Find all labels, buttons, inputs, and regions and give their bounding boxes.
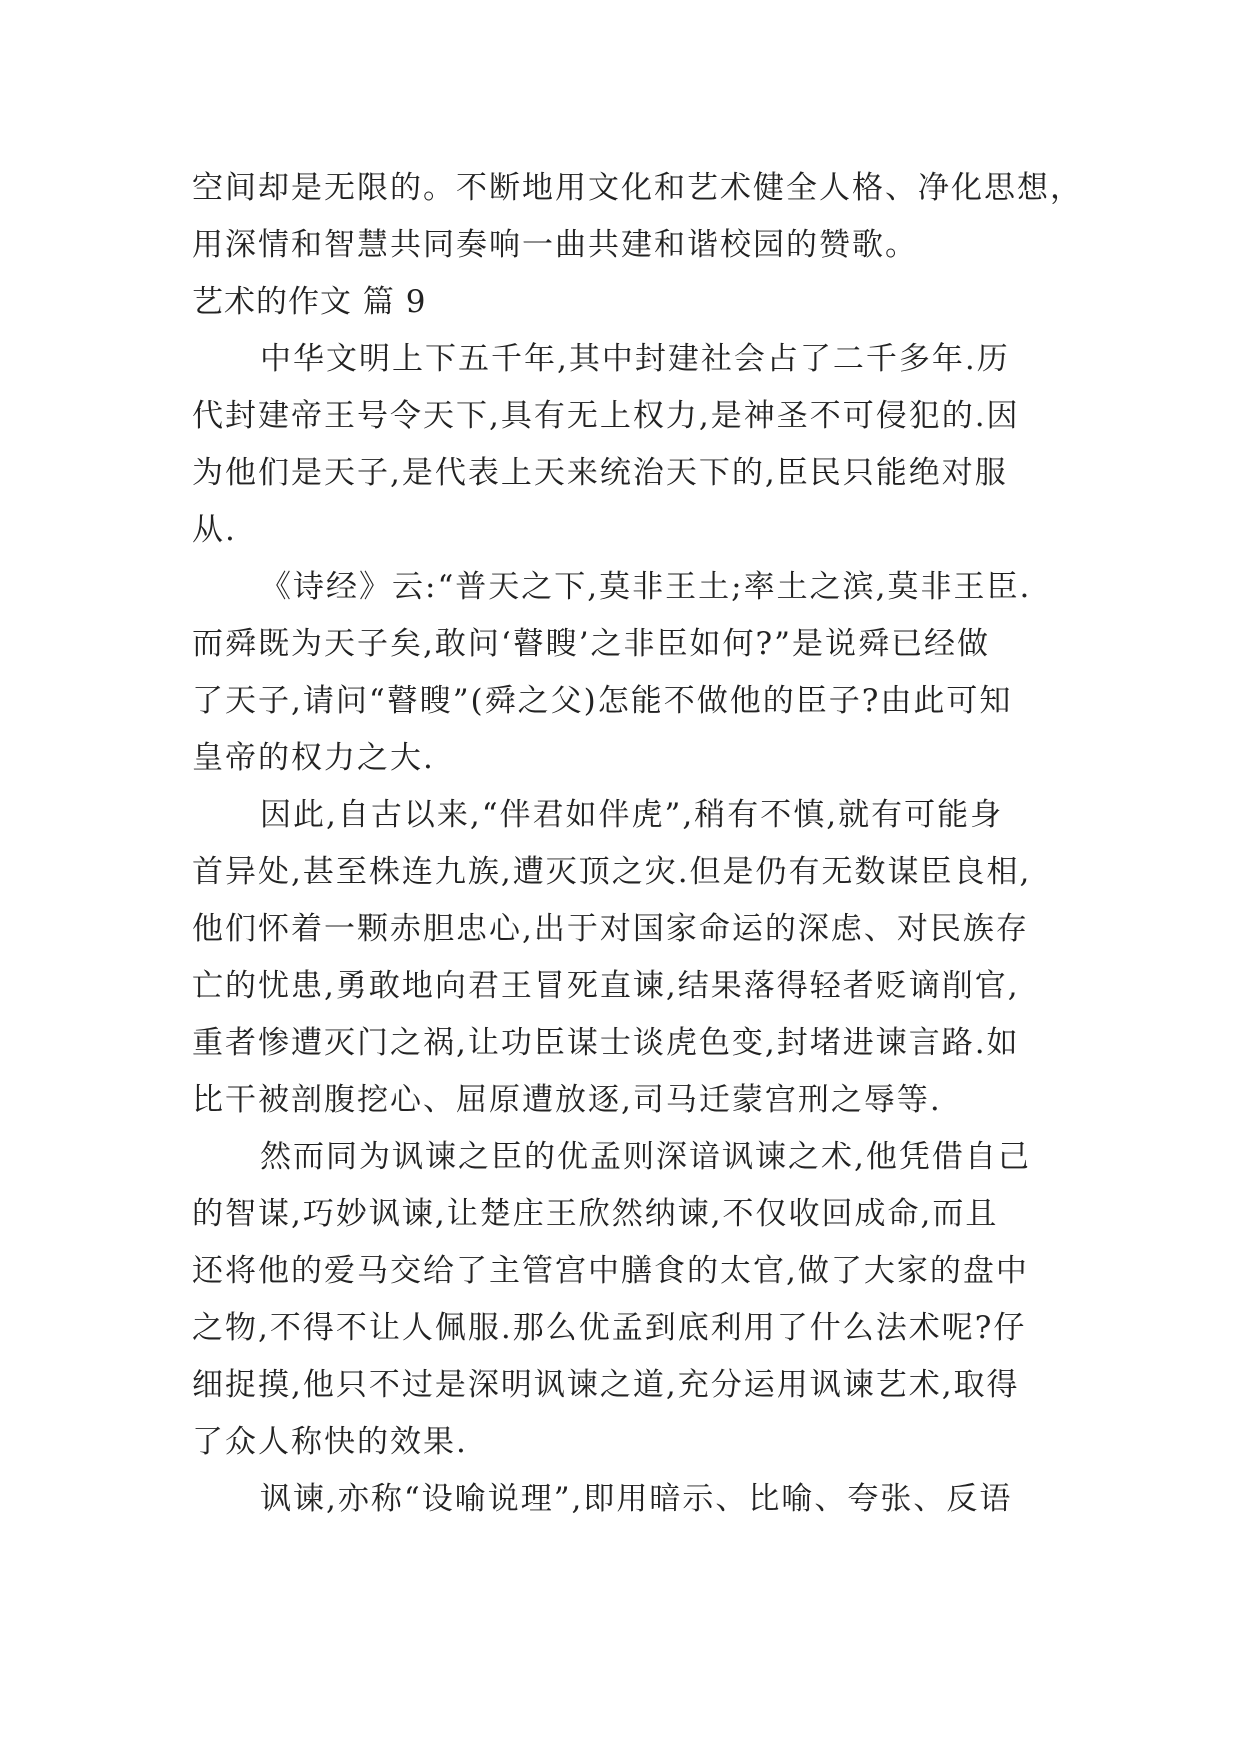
text-line: 然而同为讽谏之臣的优孟则深谙讽谏之术,他凭借自己 xyxy=(260,1139,1031,1175)
paragraph-4 xyxy=(192,1129,1052,1471)
paragraph-5 xyxy=(192,1471,1052,1528)
text-line: 代封建帝王号令天下,具有无上权力,是神圣不可侵犯的.因 xyxy=(192,398,1020,434)
text-line: 他们怀着一颗赤胆忠心,出于对国家命运的深虑、对民族存 xyxy=(192,911,1029,947)
text-line: 为他们是天子,是代表上天来统治天下的,臣民只能绝对服 xyxy=(192,455,1008,491)
text-line: 重者惨遭灭门之祸,让功臣谋士谈虎色变,封堵进谏言路.如 xyxy=(192,1025,1020,1061)
text-line: 皇帝的权力之大. xyxy=(192,740,435,776)
paragraph-1 xyxy=(192,331,1052,559)
text-line: 中华文明上下五千年,其中封建社会占了二千多年.历 xyxy=(260,341,1010,377)
text-line: 用深情和智慧共同奏响一曲共建和谐校园的赞歌。 xyxy=(192,227,918,263)
text-line: 首异处,甚至株连九族,遭灭顶之灾.但是仍有无数谋臣良相, xyxy=(192,854,1032,890)
paragraph-3 xyxy=(192,787,1052,1129)
text-line: 了天子,请问“瞽瞍”(舜之父)怎能不做他的臣子?由此可知 xyxy=(192,683,1013,719)
text-line: 亡的忧患,勇敢地向君王冒死直谏,结果落得轻者贬谪削官, xyxy=(192,968,1020,1004)
text-line: 还将他的爱马交给了主管宫中膳食的太官,做了大家的盘中 xyxy=(192,1253,1029,1289)
text-line: 之物,不得不让人佩服.那么优孟到底利用了什么法术呢?仔 xyxy=(192,1310,1027,1346)
text-line: 的智谋,巧妙讽谏,让楚庄王欣然纳谏,不仅收回成命,而且 xyxy=(192,1196,999,1232)
text-line: 因此,自古以来,“伴君如伴虎”,稍有不慎,就有可能身 xyxy=(260,797,1004,833)
paragraph-2 xyxy=(192,559,1052,787)
continuation-text xyxy=(192,160,1083,274)
text-line: 讽谏,亦称“设喻说理”,即用暗示、比喻、夸张、反语 xyxy=(260,1481,1013,1517)
text-line: 比干被剖腹挖心、屈原遭放逐,司马迁蒙宫刑之辱等. xyxy=(192,1082,942,1118)
text-line: 从. xyxy=(192,512,237,548)
section-heading: 艺术的作文 篇 9 xyxy=(192,284,427,320)
text-line: 空间却是无限的。不断地用文化和艺术健全人格、净化思想， xyxy=(192,170,1083,206)
text-line: 《诗经》云:“普天之下,莫非王土;率土之滨,莫非王臣. xyxy=(260,569,1032,605)
document-body xyxy=(192,160,1083,1528)
text-line: 细捉摸,他只不过是深明讽谏之道,充分运用讽谏艺术,取得 xyxy=(192,1367,1020,1403)
text-line: 而舜既为天子矣,敢问‘瞽瞍’之非臣如何?”是说舜已经做 xyxy=(192,626,991,662)
text-line: 了众人称快的效果. xyxy=(192,1424,468,1460)
